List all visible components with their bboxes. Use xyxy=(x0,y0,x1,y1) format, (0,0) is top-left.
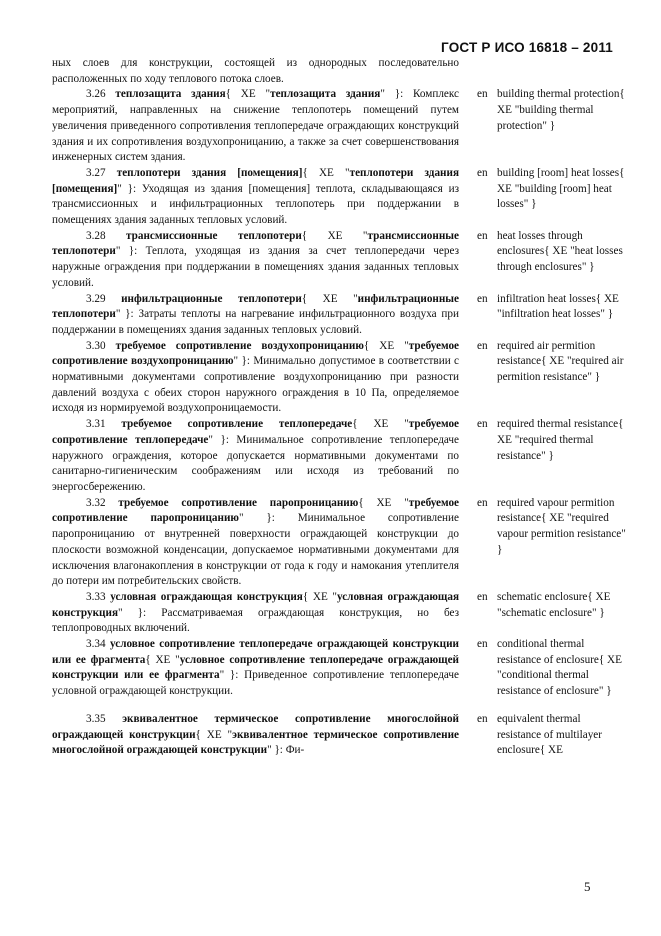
intro-text: ных слоев для конструкции, состоящей из однородных последовательно расположенных по ходу теплового потока слоев. xyxy=(52,57,459,85)
term-definition xyxy=(52,292,459,339)
term-title: условная ограждающая конструкция xyxy=(110,590,303,603)
term-entry xyxy=(52,637,627,700)
language-code: en xyxy=(477,229,488,242)
standard-header: ГОСТ Р ИСО 16818 – 2011 xyxy=(441,40,613,55)
term-number: 3.32 xyxy=(86,496,106,509)
xe-close: " }: xyxy=(118,606,147,619)
term-entry xyxy=(52,292,627,339)
xe-open: { XE " xyxy=(358,496,409,509)
xe-open: { XE " xyxy=(363,339,409,352)
term-entry xyxy=(52,590,627,637)
term-title: трансмиссионные теплопотери xyxy=(126,229,302,242)
term-definition xyxy=(52,712,459,759)
xe-term: трансмиссионные теплопотери xyxy=(52,229,459,258)
definition-text: Уходящая из здания [помещения] теплота, складывающаяся из трансмиссионных и инфильтрационных теплопотерь при поддержании в помещениях здания заданных тепловых условий. xyxy=(52,182,459,227)
definition-text: Минимально допустимое в соответствии с нормативными документами сопротивление воздухопроницанию при разности давлений воздуха с обеих сторон наружного ограждения в 10 Па, определяемое исходя из нормируемой воздухопроницаемости. xyxy=(52,355,460,415)
term-title: теплопотери здания [помещения] xyxy=(116,166,303,179)
term-number: 3.34 xyxy=(86,638,106,651)
term-entry xyxy=(52,166,627,229)
definition-text: Комплекс мероприятий, направленных на снижение теплопотерь помещений путем увеличения приведенного сопротивления теплопередаче ограждающих конструкций здания и их сопротивления воздухопроницанию, а также за счет совершенствования инженерных систем здания. xyxy=(52,88,459,164)
english-equivalent: conditional thermal resistance of enclosure{ XE "conditional thermal resistance of enclosure" } xyxy=(497,638,622,698)
term-number: 3.30 xyxy=(86,339,106,352)
term-title: условное сопротивление теплопередаче ограждающей конструкции или ее фрагмента xyxy=(52,638,460,666)
xe-term: требуемое сопротивление паропроницанию xyxy=(52,496,459,525)
term-title: эквивалентное термическое сопротивление многослойной ограждающей конструкции xyxy=(52,712,460,741)
term-number: 3.27 xyxy=(86,166,106,179)
definition-text: Минимальное сопротивление паропроницанию от внутренней поверхности ограждающей конструкции до плоскости возможной конденсации, допускаемое нормативными документами для исключения влагонакопления в конструкции от года к году и намокания утеплителя до потери им потребительских свойств. xyxy=(52,512,459,588)
xe-term: теплопотери здания [помещения] xyxy=(52,166,459,195)
xe-open: { XE " xyxy=(145,653,180,666)
page-number: 5 xyxy=(584,879,591,894)
xe-close: " }: xyxy=(267,744,283,757)
xe-term: инфильтрационные теплопотери xyxy=(52,292,460,321)
term-entry xyxy=(52,339,627,418)
term-entry xyxy=(52,496,627,590)
term-title: требуемое сопротивление теплопередаче xyxy=(121,418,353,431)
xe-term: условное сопротивление теплопередаче ограждающей конструкции или ее фрагмента xyxy=(52,653,459,682)
term-title: теплозащита здания xyxy=(115,88,226,101)
english-equivalent: equivalent thermal resistance of multilayer enclosure{ XE xyxy=(497,712,602,757)
xe-close: " }: xyxy=(117,182,137,195)
xe-close: " }: xyxy=(208,433,229,446)
language-code: en xyxy=(477,712,488,725)
term-entry xyxy=(52,87,627,166)
term-number: 3.28 xyxy=(86,229,106,242)
term-definition xyxy=(52,590,459,637)
definition-text: Фи- xyxy=(282,744,305,757)
term-number: 3.31 xyxy=(86,418,106,431)
xe-open: { XE " xyxy=(302,166,350,179)
language-code: en xyxy=(477,88,488,101)
xe-open: { XE " xyxy=(195,728,233,741)
term-number: 3.35 xyxy=(86,712,106,725)
english-equivalent: building [room] heat losses{ XE "building [room] heat losses" } xyxy=(497,166,625,211)
definition-text: Приведенное сопротивление теплопередаче условной ограждающей конструкции. xyxy=(52,669,460,698)
term-entry xyxy=(52,417,627,496)
xe-close: " }: xyxy=(380,88,404,101)
english-equivalent: infiltration heat losses{ XE "infiltration heat losses" } xyxy=(497,292,619,321)
xe-close: " }: xyxy=(115,245,138,258)
term-title: инфильтрационные теплопотери xyxy=(121,292,302,305)
term-number: 3.26 xyxy=(86,88,106,101)
language-code: en xyxy=(477,590,488,603)
language-code: en xyxy=(477,166,488,179)
xe-term: условная ограждающая конструкция xyxy=(52,590,460,619)
english-equivalent: building thermal protection{ XE "building thermal protection" } xyxy=(497,88,625,132)
xe-close: " }: xyxy=(238,512,275,525)
xe-close: " }: xyxy=(233,355,250,368)
document-body xyxy=(52,56,627,759)
term-entry xyxy=(52,229,627,292)
term-title: требуемое сопротивление воздухопроницанию xyxy=(115,339,364,352)
english-equivalent: required air permition resistance{ XE "required air permition resistance" } xyxy=(497,339,624,384)
term-definition xyxy=(52,496,459,590)
language-code: en xyxy=(477,496,488,509)
xe-open: { XE " xyxy=(302,590,337,603)
language-code: en xyxy=(477,292,488,305)
english-equivalent: schematic enclosure{ XE "schematic enclosure" } xyxy=(497,590,611,619)
definition-text: Теплота, уходящая из здания за счет теплопередачи через наружные ограждения при поддержании в помещениях здания заданных тепловых условий. xyxy=(52,245,459,289)
language-code: en xyxy=(477,638,488,651)
xe-close: " }: xyxy=(219,669,239,682)
xe-open: { XE " xyxy=(301,229,368,242)
term-definition xyxy=(52,87,459,166)
term-definition xyxy=(52,637,459,700)
term-definition xyxy=(52,166,459,229)
definition-text: Затраты теплоты на нагревание инфильтрационного воздуха при поддержании в помещениях здания заданных тепловых условий. xyxy=(52,308,460,336)
terms-list xyxy=(52,87,627,759)
term-definition xyxy=(52,417,459,496)
intro-row xyxy=(52,56,627,87)
xe-open: { XE " xyxy=(301,292,358,305)
term-definition xyxy=(52,229,459,292)
xe-open: { XE " xyxy=(225,88,271,101)
term-entry xyxy=(52,712,627,759)
definition-text: Рассматриваемая ограждающая конструкция, но без теплопроводных включений. xyxy=(52,606,460,635)
term-number: 3.29 xyxy=(86,292,106,305)
language-code: en xyxy=(477,339,488,352)
term-title: требуемое сопротивление паропроницанию xyxy=(118,496,359,509)
xe-term: требуемое сопротивление воздухопроницанию xyxy=(52,339,459,368)
term-definition xyxy=(52,339,459,418)
term-number: 3.33 xyxy=(86,590,106,603)
xe-term: теплозащита здания xyxy=(270,88,381,101)
xe-open: { XE " xyxy=(352,418,409,431)
english-equivalent: required vapour permition resistance{ XE "required vapour permition resistance" } xyxy=(497,496,626,556)
xe-term: эквивалентное термическое сопротивление многослойной ограждающей конструкции xyxy=(52,728,459,757)
language-code: en xyxy=(477,418,488,431)
english-equivalent: heat losses through enclosures{ XE "heat losses through enclosures" } xyxy=(497,229,623,274)
english-equivalent: required thermal resistance{ XE "required thermal resistance" } xyxy=(497,418,624,462)
xe-term: требуемое сопротивление теплопередаче xyxy=(52,418,460,446)
xe-close: " }: xyxy=(115,308,134,321)
definition-text: Минимальное сопротивление теплопередаче наружного ограждения, которое допускается нормативными документами по санитарно-гигиеническим соображениям или исходя из требований по энергосбережению. xyxy=(52,433,459,493)
